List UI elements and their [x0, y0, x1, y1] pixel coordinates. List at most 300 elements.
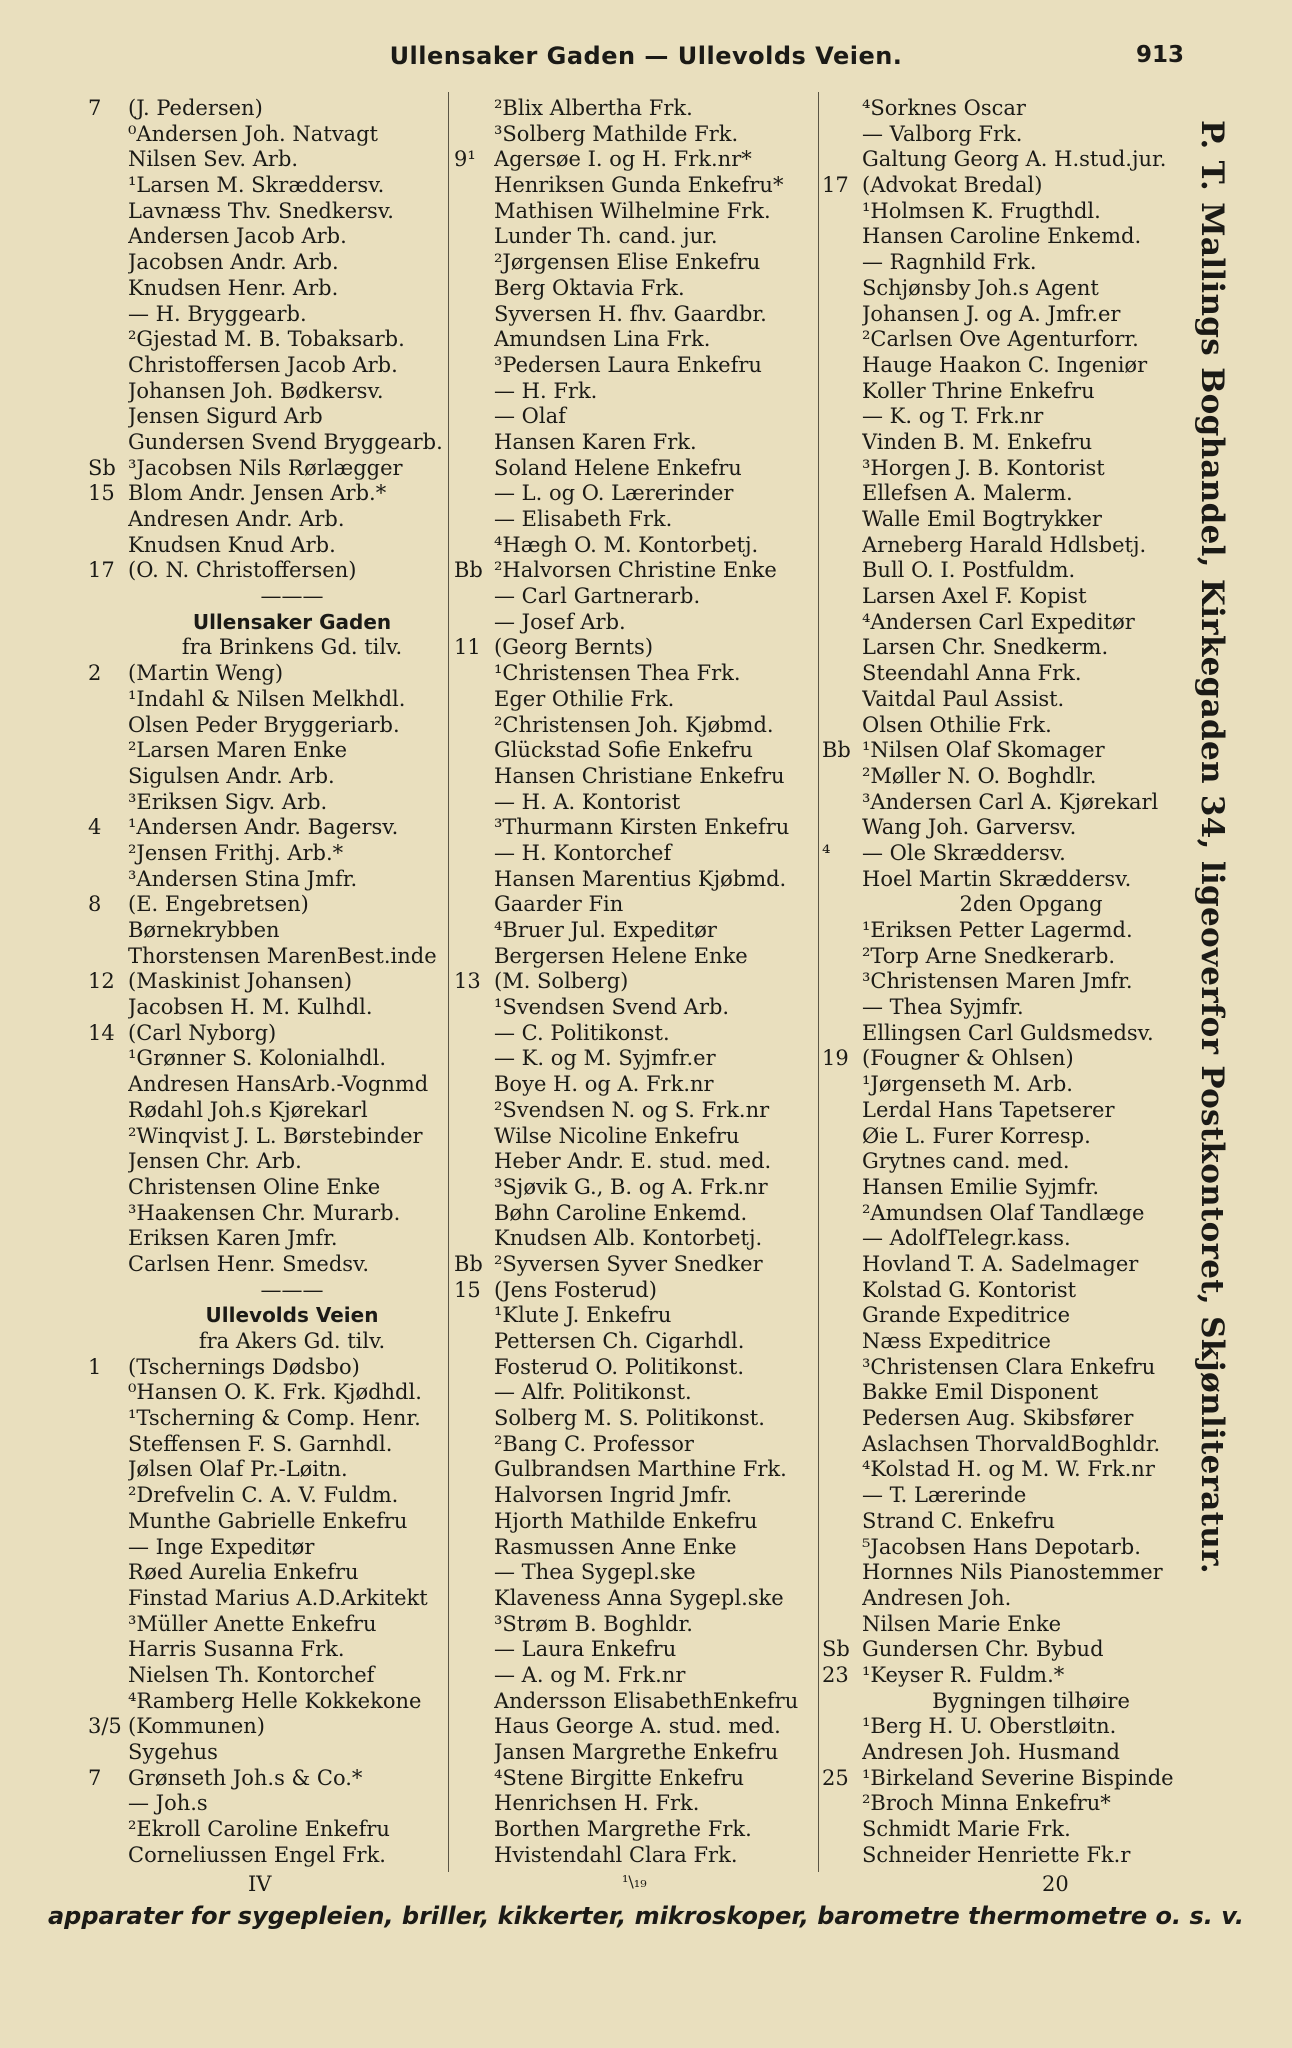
house-number [454, 790, 494, 816]
directory-entry [822, 815, 1200, 841]
house-number [822, 1380, 862, 1406]
directory-entry [822, 327, 1200, 353]
house-number [454, 404, 494, 430]
directory-entry [822, 1791, 1200, 1817]
house-number [454, 1046, 494, 1072]
house-number [454, 173, 494, 199]
directory-entry [822, 841, 1200, 867]
house-number [454, 379, 494, 405]
resident-text: (J. Pedersen) [128, 96, 263, 120]
house-number [454, 738, 494, 764]
directory-entry [822, 610, 1200, 636]
house-number [454, 1303, 494, 1329]
resident-text: ⁴Ramberg Helle Kokkekone [128, 1688, 422, 1713]
resident-text: Olsen Peder Bryggeriarb. [128, 712, 400, 737]
directory-entry [88, 456, 456, 482]
directory-entry [88, 276, 456, 302]
resident-text: Lavnæss Thv. Snedkersv. [128, 198, 394, 223]
directory-entry [454, 764, 824, 790]
house-number [822, 1612, 862, 1638]
resident-text: Bull O. I. Postfuldm. [862, 558, 1076, 583]
house-number [88, 1278, 128, 1304]
resident-text: ³Christensen Clara Enkefru [862, 1354, 1156, 1379]
column-footer-1: IV [248, 1872, 272, 1896]
resident-text: ⁰Hansen O. K. Frk. Kjødhdl. [128, 1380, 422, 1405]
house-number [88, 1535, 128, 1561]
house-number [454, 918, 494, 944]
resident-text: Nilsen Sev. Arb. [128, 147, 299, 172]
house-number [822, 867, 862, 893]
directory-entry [454, 1612, 824, 1638]
resident-text: ⁰Andersen Joh. Natvagt [128, 121, 378, 146]
house-number [822, 1303, 862, 1329]
resident-text: Heber Andr. E. stud. med. [494, 1149, 772, 1174]
directory-entry [454, 1406, 824, 1432]
resident-text: Andersson ElisabethEnkefru [494, 1688, 799, 1713]
house-number [454, 1072, 494, 1098]
resident-text: 2den Opgang [959, 892, 1103, 917]
house-number [88, 1457, 128, 1483]
resident-text: Hansen Marentius Kjøbmd. [494, 866, 787, 891]
house-number: 1 [88, 1354, 102, 1379]
house-number [88, 1740, 128, 1766]
directory-entry [454, 456, 824, 482]
resident-text: ²Jensen Frithj. Arb.* [128, 840, 344, 865]
directory-entry [454, 147, 824, 173]
house-number [822, 1021, 862, 1047]
directory-entry [822, 995, 1200, 1021]
resident-text: Christensen Oline Enke [128, 1174, 381, 1199]
directory-entry [88, 533, 456, 559]
resident-text: — Ole Skræddersv. [862, 840, 1066, 865]
house-number [454, 610, 494, 636]
house-number [88, 1303, 128, 1329]
directory-entry [822, 790, 1200, 816]
directory-entry [454, 224, 824, 250]
directory-entry [88, 944, 456, 970]
house-number: 7 [88, 1765, 102, 1790]
directory-entry [822, 353, 1200, 379]
house-number: 23 [822, 1662, 849, 1687]
house-number [822, 1175, 862, 1201]
house-number [454, 430, 494, 456]
house-number [822, 1124, 862, 1150]
resident-text: — H. Bryggearb. [128, 301, 307, 326]
directory-entry [88, 1124, 456, 1150]
directory-entry [822, 456, 1200, 482]
house-number: 17 [88, 558, 115, 583]
house-number [822, 1509, 862, 1535]
resident-text: Finstad Marius A.D.Arkitekt [128, 1585, 428, 1610]
directory-entry [88, 738, 456, 764]
resident-text: — K. og M. Syjmfr.er [494, 1046, 716, 1071]
house-number: 14 [88, 1020, 115, 1045]
resident-text: Borthen Margrethe Frk. [494, 1817, 752, 1842]
house-number [454, 199, 494, 225]
house-number [822, 276, 862, 302]
resident-text: fra Akers Gd. tilv. [198, 1329, 386, 1353]
directory-entry [822, 276, 1200, 302]
house-number [88, 841, 128, 867]
resident-text: Larsen Axel F. Kopist [862, 584, 1087, 609]
resident-text: Mathisen Wilhelmine Frk. [494, 198, 771, 223]
resident-text: Nilsen Marie Enke [862, 1611, 1062, 1636]
directory-entry [822, 661, 1200, 687]
resident-text: ²Christensen Joh. Kjøbmd. [494, 712, 774, 737]
house-number [454, 507, 494, 533]
resident-text: Carlsen Henr. Smedsv. [128, 1251, 370, 1276]
resident-text: Sygehus [128, 1740, 218, 1764]
directory-entry [822, 969, 1200, 995]
house-number [454, 713, 494, 739]
directory-entry [822, 1637, 1200, 1663]
directory-entry [88, 635, 456, 661]
house-number: 17 [822, 173, 849, 198]
resident-text: ²Larsen Maren Enke [128, 738, 348, 763]
resident-text: Schmidt Marie Frk. [862, 1817, 1071, 1842]
directory-entry [822, 635, 1200, 661]
house-number [454, 944, 494, 970]
directory-entry [88, 1046, 456, 1072]
directory-entry [822, 122, 1200, 148]
directory-entry [822, 1380, 1200, 1406]
house-number [88, 250, 128, 276]
house-number [454, 1380, 494, 1406]
directory-entry [88, 892, 456, 918]
house-number [454, 1689, 494, 1715]
resident-text: Andresen Joh. Husmand [862, 1740, 1120, 1764]
house-number [454, 995, 494, 1021]
resident-text: Eriksen Karen Jmfr. [128, 1226, 338, 1251]
directory-entry [822, 1586, 1200, 1612]
directory-entry [454, 1560, 824, 1586]
directory-entry [88, 1791, 456, 1817]
house-number [822, 892, 862, 918]
house-number [88, 404, 128, 430]
directory-entry [822, 96, 1200, 122]
resident-text: Knudsen Alb. Kontorbetj. [494, 1226, 763, 1251]
directory-entry [454, 610, 824, 636]
directory-entry [822, 1021, 1200, 1047]
house-number [822, 610, 862, 636]
house-number [88, 867, 128, 893]
directory-entry [88, 1535, 456, 1561]
house-number [88, 610, 128, 636]
directory-entry [454, 1586, 824, 1612]
directory-entry [454, 1303, 824, 1329]
directory-entry [454, 867, 824, 893]
directory-entry [454, 1329, 824, 1355]
house-number [454, 302, 494, 328]
resident-text: (Fougner & Ohlsen) [862, 1046, 1074, 1071]
directory-entry [454, 302, 824, 328]
house-number [88, 1689, 128, 1715]
directory-entry [88, 713, 456, 739]
house-number [454, 1406, 494, 1432]
resident-text: ²Blix Albertha Frk. [494, 96, 693, 120]
directory-entry [822, 1098, 1200, 1124]
directory-entry [454, 250, 824, 276]
directory-entry [88, 867, 456, 893]
directory-entry [454, 1483, 824, 1509]
resident-text: Jansen Margrethe Enkefru [494, 1740, 779, 1764]
resident-text: Gulbrandsen Marthine Frk. [494, 1457, 787, 1482]
house-number [822, 199, 862, 225]
directory-entry [88, 1509, 456, 1535]
resident-text: Wang Joh. Garversv. [862, 815, 1077, 840]
resident-text: Øie L. Furer Korresp. [862, 1123, 1091, 1148]
directory-entry [88, 250, 456, 276]
directory-entry [88, 224, 456, 250]
resident-text: ¹Holmsen K. Frugthdl. [862, 198, 1101, 223]
house-number [88, 507, 128, 533]
resident-text: ²Winqvist J. L. Børstebinder [128, 1123, 423, 1148]
resident-text: Lunder Th. cand. jur. [494, 224, 718, 249]
directory-entry [88, 1637, 456, 1663]
resident-text: — Olaf [494, 404, 566, 429]
house-number [822, 224, 862, 250]
directory-entry [822, 738, 1200, 764]
house-number [822, 1098, 862, 1124]
house-number [822, 635, 862, 661]
house-number [88, 1663, 128, 1689]
house-number: 3/5 [88, 1714, 122, 1739]
directory-entry [822, 430, 1200, 456]
directory-entry [88, 173, 456, 199]
directory-entry [88, 430, 456, 456]
resident-text: Kolstad G. Kontorist [862, 1277, 1077, 1302]
resident-text: Pedersen Aug. Skibsfører [862, 1406, 1134, 1431]
house-number [88, 1560, 128, 1586]
resident-text: Amundsen Lina Frk. [494, 327, 711, 352]
house-number: Sb [88, 455, 116, 480]
resident-text: ——— [260, 584, 324, 609]
directory-entry [454, 558, 824, 584]
house-number [822, 1406, 862, 1432]
directory-entry [88, 1149, 456, 1175]
directory-entry [822, 1329, 1200, 1355]
house-number: 7 [88, 96, 102, 120]
resident-text: Galtung Georg A. H.stud.jur. [862, 147, 1167, 172]
resident-text: — A. og M. Frk.nr [494, 1662, 686, 1687]
directory-entry [88, 1689, 456, 1715]
house-number [822, 327, 862, 353]
resident-text: Corneliussen Engel Frk. [128, 1842, 386, 1867]
house-number [88, 1329, 128, 1355]
directory-entry [822, 224, 1200, 250]
house-number [822, 1483, 862, 1509]
directory-entry [454, 379, 824, 405]
resident-text: Hansen Caroline Enkemd. [862, 224, 1142, 249]
directory-entry [454, 790, 824, 816]
resident-text: (Carl Nyborg) [128, 1020, 277, 1045]
directory-entry [822, 1355, 1200, 1381]
directory-entry [454, 327, 824, 353]
resident-text: Hovland T. A. Sadelmager [862, 1251, 1139, 1276]
resident-text: Fosterud O. Politikonst. [494, 1354, 745, 1379]
house-number [454, 276, 494, 302]
directory-entry [88, 584, 456, 610]
resident-text: Arneberg Harald Hdlsbetj. [862, 532, 1147, 557]
resident-text: ¹Tscherning & Comp. Henr. [128, 1406, 421, 1431]
directory-column-2 [454, 96, 824, 1868]
directory-entry [454, 1380, 824, 1406]
resident-text: Bergersen Helene Enke [494, 943, 748, 968]
house-number [88, 147, 128, 173]
resident-text: (Kommunen) [128, 1714, 265, 1739]
directory-entry [88, 1663, 456, 1689]
house-number [454, 224, 494, 250]
resident-text: ³Strøm B. Boghldr. [494, 1611, 693, 1636]
directory-entry [454, 1689, 824, 1715]
house-number [88, 1586, 128, 1612]
resident-text: Christoffersen Jacob Arb. [128, 352, 398, 377]
house-number [822, 1278, 862, 1304]
resident-text: ⁵Jacobsen Hans Depotarb. [862, 1534, 1141, 1559]
house-number [88, 1483, 128, 1509]
resident-text: ⁴Sorknes Oscar [862, 96, 1026, 120]
directory-entry [822, 1740, 1200, 1766]
resident-text: (Georg Bernts) [494, 635, 654, 660]
resident-text: ²Amundsen Olaf Tandlæge [862, 1200, 1145, 1225]
directory-entry [454, 1098, 824, 1124]
directory-entry [88, 507, 456, 533]
house-number [454, 1586, 494, 1612]
resident-text: Boye H. og A. Frk.nr [494, 1072, 714, 1097]
resident-text: — L. og O. Lærerinder [494, 481, 734, 506]
resident-text: Bygningen tilhøire [932, 1688, 1130, 1713]
resident-text: — Ragnhild Frk. [862, 250, 1037, 275]
directory-entry [88, 1586, 456, 1612]
house-number [88, 1046, 128, 1072]
resident-text: Knudsen Knud Arb. [128, 532, 336, 557]
directory-entry [88, 687, 456, 713]
directory-entry [88, 1303, 456, 1329]
directory-entry [822, 173, 1200, 199]
house-number: Bb [454, 1251, 483, 1276]
resident-text: ²Carlsen Ove Agenturforr. [862, 327, 1139, 352]
house-number [88, 327, 128, 353]
house-number [454, 1098, 494, 1124]
resident-text: Klaveness Anna Sygepl.ske [494, 1585, 784, 1610]
resident-text: ³Eriksen Sigv. Arb. [128, 789, 328, 814]
resident-text: ³Andersen Stina Jmfr. [128, 866, 358, 891]
house-number: 11 [454, 635, 481, 660]
resident-text: Harris Susanna Frk. [128, 1637, 345, 1662]
resident-text: ²Halvorsen Christine Enke [494, 558, 777, 583]
house-number [822, 1329, 862, 1355]
resident-text: ¹Larsen M. Skræddersv. [128, 173, 385, 198]
house-number [454, 1432, 494, 1458]
house-number [822, 1072, 862, 1098]
house-number [822, 507, 862, 533]
house-number [454, 661, 494, 687]
resident-text: — Alfr. Politikonst. [494, 1380, 692, 1405]
directory-entry [88, 1380, 456, 1406]
resident-text: Munthe Gabrielle Enkefru [128, 1508, 408, 1533]
resident-text: ¹Grønner S. Kolonialhdl. [128, 1046, 387, 1071]
resident-text: Gaarder Fin [494, 892, 624, 917]
house-number [88, 1509, 128, 1535]
resident-text: ⁴Andersen Carl Expeditør [862, 609, 1135, 634]
house-number [88, 1175, 128, 1201]
house-number [88, 1149, 128, 1175]
house-number [822, 1843, 862, 1869]
directory-entry [88, 1406, 456, 1432]
directory-entry [88, 302, 456, 328]
directory-entry [88, 1201, 456, 1227]
house-number [454, 764, 494, 790]
resident-text: ⁴Kolstad H. og M. W. Frk.nr [862, 1457, 1155, 1482]
resident-text: ¹Eriksen Petter Lagermd. [862, 918, 1133, 942]
house-number [454, 250, 494, 276]
house-number: 8 [88, 892, 102, 917]
column-footer-2: ¹\₁₉ [622, 1872, 647, 1891]
house-number [822, 404, 862, 430]
directory-entry [822, 379, 1200, 405]
resident-text: — H. Frk. [494, 378, 598, 403]
house-number [822, 661, 862, 687]
directory-entry [822, 1457, 1200, 1483]
resident-text: Andresen HansArb.-Vognmd [128, 1072, 429, 1097]
resident-text: Hansen Karen Frk. [494, 429, 697, 454]
house-number [822, 1252, 862, 1278]
directory-entry [822, 507, 1200, 533]
directory-entry [88, 327, 456, 353]
resident-text: Hauge Haakon C. Ingeniør [862, 352, 1148, 377]
resident-text: Blom Andr. Jensen Arb.* [128, 481, 387, 506]
directory-entry [454, 122, 824, 148]
directory-entry [822, 1149, 1200, 1175]
directory-entry [454, 635, 824, 661]
resident-text: Ullensaker Gaden [192, 609, 392, 634]
resident-text: ——— [260, 1277, 324, 1302]
resident-text: Rødahl Joh.s Kjørekarl [128, 1097, 368, 1122]
resident-text: ⁴Bruer Jul. Expeditør [494, 918, 717, 942]
house-number [822, 1689, 862, 1715]
house-number [88, 944, 128, 970]
directory-entry [822, 1560, 1200, 1586]
directory-entry [822, 1483, 1200, 1509]
directory-entry [88, 1817, 456, 1843]
house-number: 9¹ [454, 147, 476, 172]
resident-text: (E. Engebretsen) [128, 892, 309, 917]
house-number [88, 199, 128, 225]
resident-text: Pettersen Ch. Cigarhdl. [494, 1329, 745, 1353]
directory-entry [822, 147, 1200, 173]
house-number [88, 276, 128, 302]
directory-entry [88, 147, 456, 173]
resident-text: — Carl Gartnerarb. [494, 584, 701, 609]
house-number [454, 1149, 494, 1175]
directory-entry [454, 969, 824, 995]
resident-text: Koller Thrine Enkefru [862, 378, 1095, 403]
directory-entry [88, 353, 456, 379]
house-number [454, 481, 494, 507]
directory-entry [822, 1509, 1200, 1535]
house-number [88, 995, 128, 1021]
directory-entry [822, 533, 1200, 559]
directory-entry [822, 1843, 1200, 1869]
house-number [454, 1843, 494, 1869]
resident-text: — Thea Sygepl.ske [494, 1560, 696, 1585]
house-number: 12 [88, 969, 115, 994]
house-number [822, 1560, 862, 1586]
resident-text: Nielsen Th. Kontorchef [128, 1662, 375, 1687]
directory-entry [88, 1252, 456, 1278]
directory-entry [822, 867, 1200, 893]
directory-entry [88, 1560, 456, 1586]
